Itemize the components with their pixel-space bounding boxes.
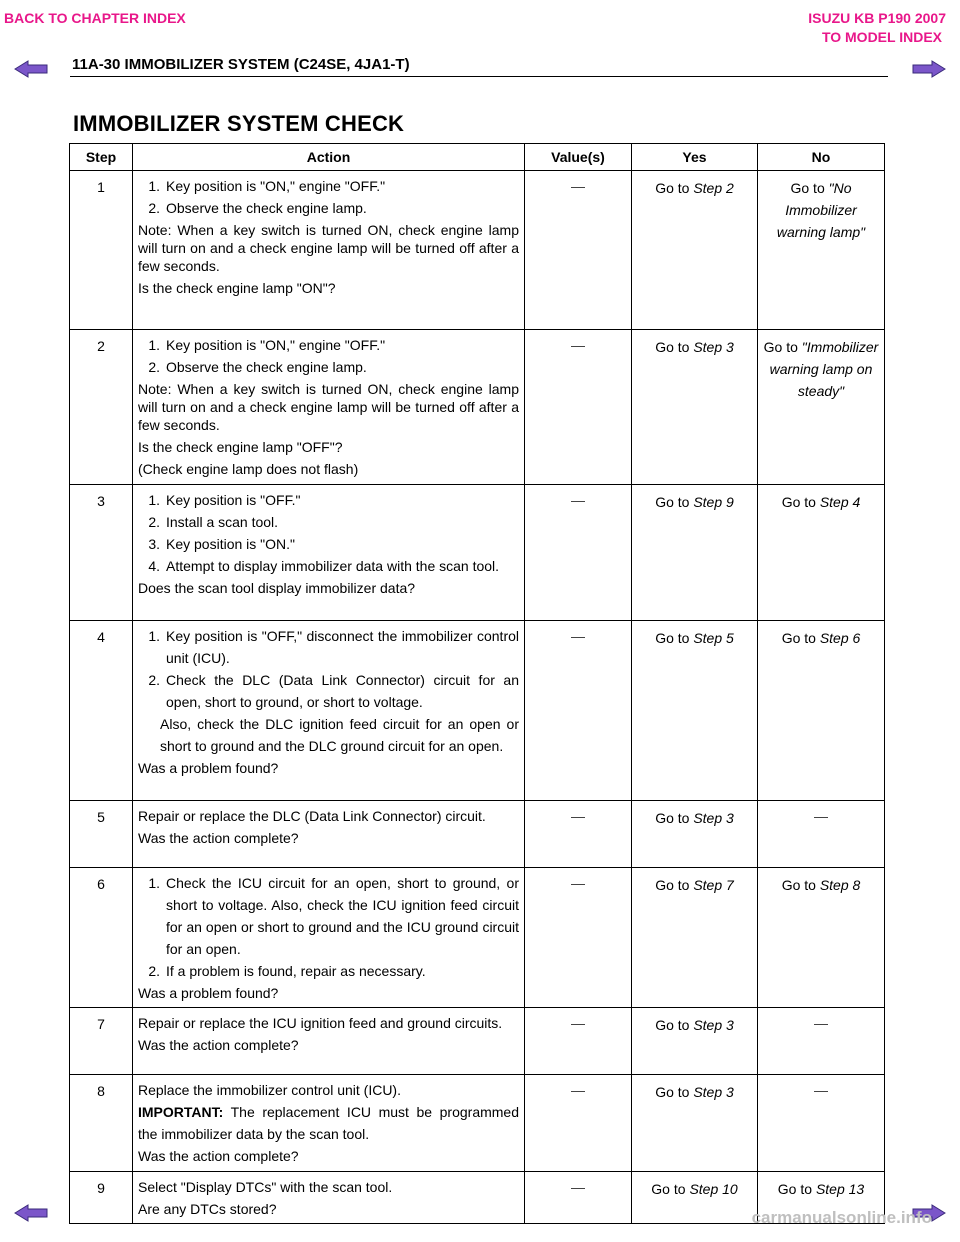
value-cell: [525, 621, 632, 801]
dash-mark: [571, 817, 585, 818]
dash-mark: [571, 346, 585, 347]
value-cell: [525, 171, 632, 330]
dash-mark: [571, 501, 585, 502]
dash-mark: [814, 817, 828, 818]
action-cell: 1. Key position is "OFF." 2. Install a scan tool. 3. Key position is "ON." 4. Attempt to display immobilizer data with the scan tool. Does the scan tool display immobilizer data?: [133, 485, 525, 621]
table-row-step-5: [70, 801, 885, 868]
no-cell: [758, 1075, 885, 1172]
dash-mark: [571, 1091, 585, 1092]
value-cell: [525, 1172, 632, 1224]
diagnostic-check-table: [69, 143, 885, 1224]
step-number: 4: [70, 621, 133, 801]
yes-cell: Go to Step 3: [632, 330, 758, 485]
step-number: 6: [70, 868, 133, 1008]
dash-mark: [814, 1091, 828, 1092]
action-cell: 1. Key position is "ON," engine "OFF." 2. Observe the check engine lamp. Note: When a key switch is turned ON, check engine lamp will turn on and a check engine lamp will be turned off after a few seconds. Is the check engine lamp "OFF"? (Check engine lamp does not flash): [133, 330, 525, 485]
action-question: Was a problem found?: [138, 760, 279, 776]
action-item: Observe the check engine lamp.: [166, 200, 367, 216]
step-number: 2: [70, 330, 133, 485]
yes-cell: Go to Step 9: [632, 485, 758, 621]
action-question: Does the scan tool display immobilizer data?: [138, 580, 416, 596]
action-cell: 1. Key position is "OFF," disconnect the immobilizer control unit (ICU). 2. Check the DLC (Data Link Connector) circuit for an open, short to ground, or short to voltage. Also, check the DLC ignition feed circuit for an open or short to ground and the DLC ground circuit for an open. Was a problem found?: [133, 621, 525, 801]
step-number: 7: [70, 1008, 133, 1075]
action-question-detail: (Check engine lamp does not flash): [138, 461, 359, 477]
no-cell: Go to "No Immobilizer warning lamp": [758, 171, 885, 330]
yes-cell: Go to Step 2: [632, 171, 758, 330]
dash-mark: [571, 637, 585, 638]
action-question: Was the action complete?: [138, 1148, 299, 1164]
next-page-arrow-icon[interactable]: [912, 60, 946, 78]
action-note: Note: When a key switch is turned ON, check engine lamp will turn on and a check engine lamp will be turned off after a few seconds.: [138, 222, 519, 274]
yes-cell: Go to Step 7: [632, 868, 758, 1008]
action-text: Repair or replace the ICU ignition feed and ground circuits.: [138, 1015, 503, 1031]
value-cell: [525, 1075, 632, 1172]
table-row-step-2: [70, 330, 885, 485]
column-header-values: Value(s): [525, 144, 632, 171]
action-text: Repair or replace the DLC (Data Link Connector) circuit.: [138, 808, 486, 824]
watermark: carmanualsonline.info: [751, 1208, 932, 1227]
back-to-chapter-index-link[interactable]: BACK TO CHAPTER INDEX: [4, 10, 186, 26]
action-note: Note: When a key switch is turned ON, check engine lamp will turn on and a check engine lamp will be turned off after a few seconds.: [138, 381, 519, 433]
important-note: IMPORTANT: The replacement ICU must be programmed the immobilizer data by the scan tool.: [138, 1104, 520, 1142]
to-model-index-link[interactable]: TO MODEL INDEX: [821, 29, 942, 45]
value-cell: [525, 1008, 632, 1075]
action-question: Is the check engine lamp "ON"?: [138, 280, 336, 296]
value-cell: [525, 330, 632, 485]
model-title-link[interactable]: ISUZU KB P190 2007: [808, 10, 946, 26]
no-cell: Go to Step 8: [758, 868, 885, 1008]
dash-mark: [571, 1024, 585, 1025]
previous-page-arrow-icon[interactable]: [14, 60, 48, 78]
action-question: Was the action complete?: [138, 830, 299, 846]
action-continuation: Also, check the DLC ignition feed circuit for an open or short to ground and the DLC ground circuit for an open.: [160, 716, 519, 754]
no-cell: Go to Step 4: [758, 485, 885, 621]
value-cell: [525, 868, 632, 1008]
action-question: Are any DTCs stored?: [138, 1201, 277, 1217]
action-cell: [133, 1008, 525, 1075]
previous-page-arrow-bottom-icon[interactable]: [14, 1204, 48, 1222]
action-item: Key position is "ON," engine "OFF.": [166, 178, 386, 194]
yes-cell: Go to Step 5: [632, 621, 758, 801]
yes-cell: Go to Step 10: [632, 1172, 758, 1224]
header-rule: [70, 76, 888, 77]
no-cell: [758, 801, 885, 868]
table-row-step-8: [70, 1075, 885, 1172]
value-cell: [525, 485, 632, 621]
table-header-row: [70, 144, 885, 171]
action-text: Replace the immobilizer control unit (ICU).: [138, 1082, 401, 1098]
column-header-no: No: [758, 144, 885, 171]
dash-mark: [814, 1024, 828, 1025]
step-number: 9: [70, 1172, 133, 1224]
action-question: Was a problem found?: [138, 985, 279, 1001]
step-number: 3: [70, 485, 133, 621]
table-row-step-6: [70, 868, 885, 1008]
action-question: Was the action complete?: [138, 1037, 299, 1053]
table-row-step-4: [70, 621, 885, 801]
table-row-step-1: [70, 171, 885, 330]
value-cell: [525, 801, 632, 868]
column-header-step: Step: [70, 144, 133, 171]
table-row-step-3: [70, 485, 885, 621]
action-cell: 1. Check the ICU circuit for an open, short to ground, or short to voltage. Also, check the ICU ignition feed circuit for an open or short to ground and the ICU ground circuit for an open. 2. If a problem is found, repair as necessary. Was a problem found?: [133, 868, 525, 1008]
dash-mark: [571, 884, 585, 885]
step-number: 1: [70, 171, 133, 330]
no-cell: Go to "Immobilizer warning lamp on steady": [758, 330, 885, 485]
page-header: 11A-30 IMMOBILIZER SYSTEM (C24SE, 4JA1-T): [72, 56, 410, 73]
dash-mark: [571, 187, 585, 188]
column-header-yes: Yes: [632, 144, 758, 171]
action-text: Select "Display DTCs" with the scan tool.: [138, 1179, 393, 1195]
step-number: 8: [70, 1075, 133, 1172]
table-row-step-7: [70, 1008, 885, 1075]
step-number: 5: [70, 801, 133, 868]
dash-mark: [571, 1188, 585, 1189]
column-header-action: Action: [133, 144, 525, 171]
action-cell: [133, 801, 525, 868]
yes-cell: Go to Step 3: [632, 1075, 758, 1172]
action-cell: [133, 1075, 525, 1172]
no-cell: Go to Step 13: [758, 1172, 885, 1224]
action-question: Is the check engine lamp "OFF"?: [138, 439, 343, 455]
yes-cell: Go to Step 3: [632, 1008, 758, 1075]
no-cell: [758, 1008, 885, 1075]
action-cell: 1. Key position is "ON," engine "OFF." 2. Observe the check engine lamp. Note: When a key switch is turned ON, check engine lamp will turn on and a check engine lamp will be turned off after a few seconds. Is the check engine lamp "ON"?: [133, 171, 525, 330]
document-title: IMMOBILIZER SYSTEM CHECK: [73, 111, 405, 136]
yes-cell: Go to Step 3: [632, 801, 758, 868]
action-cell: [133, 1172, 525, 1224]
no-cell: Go to Step 6: [758, 621, 885, 801]
